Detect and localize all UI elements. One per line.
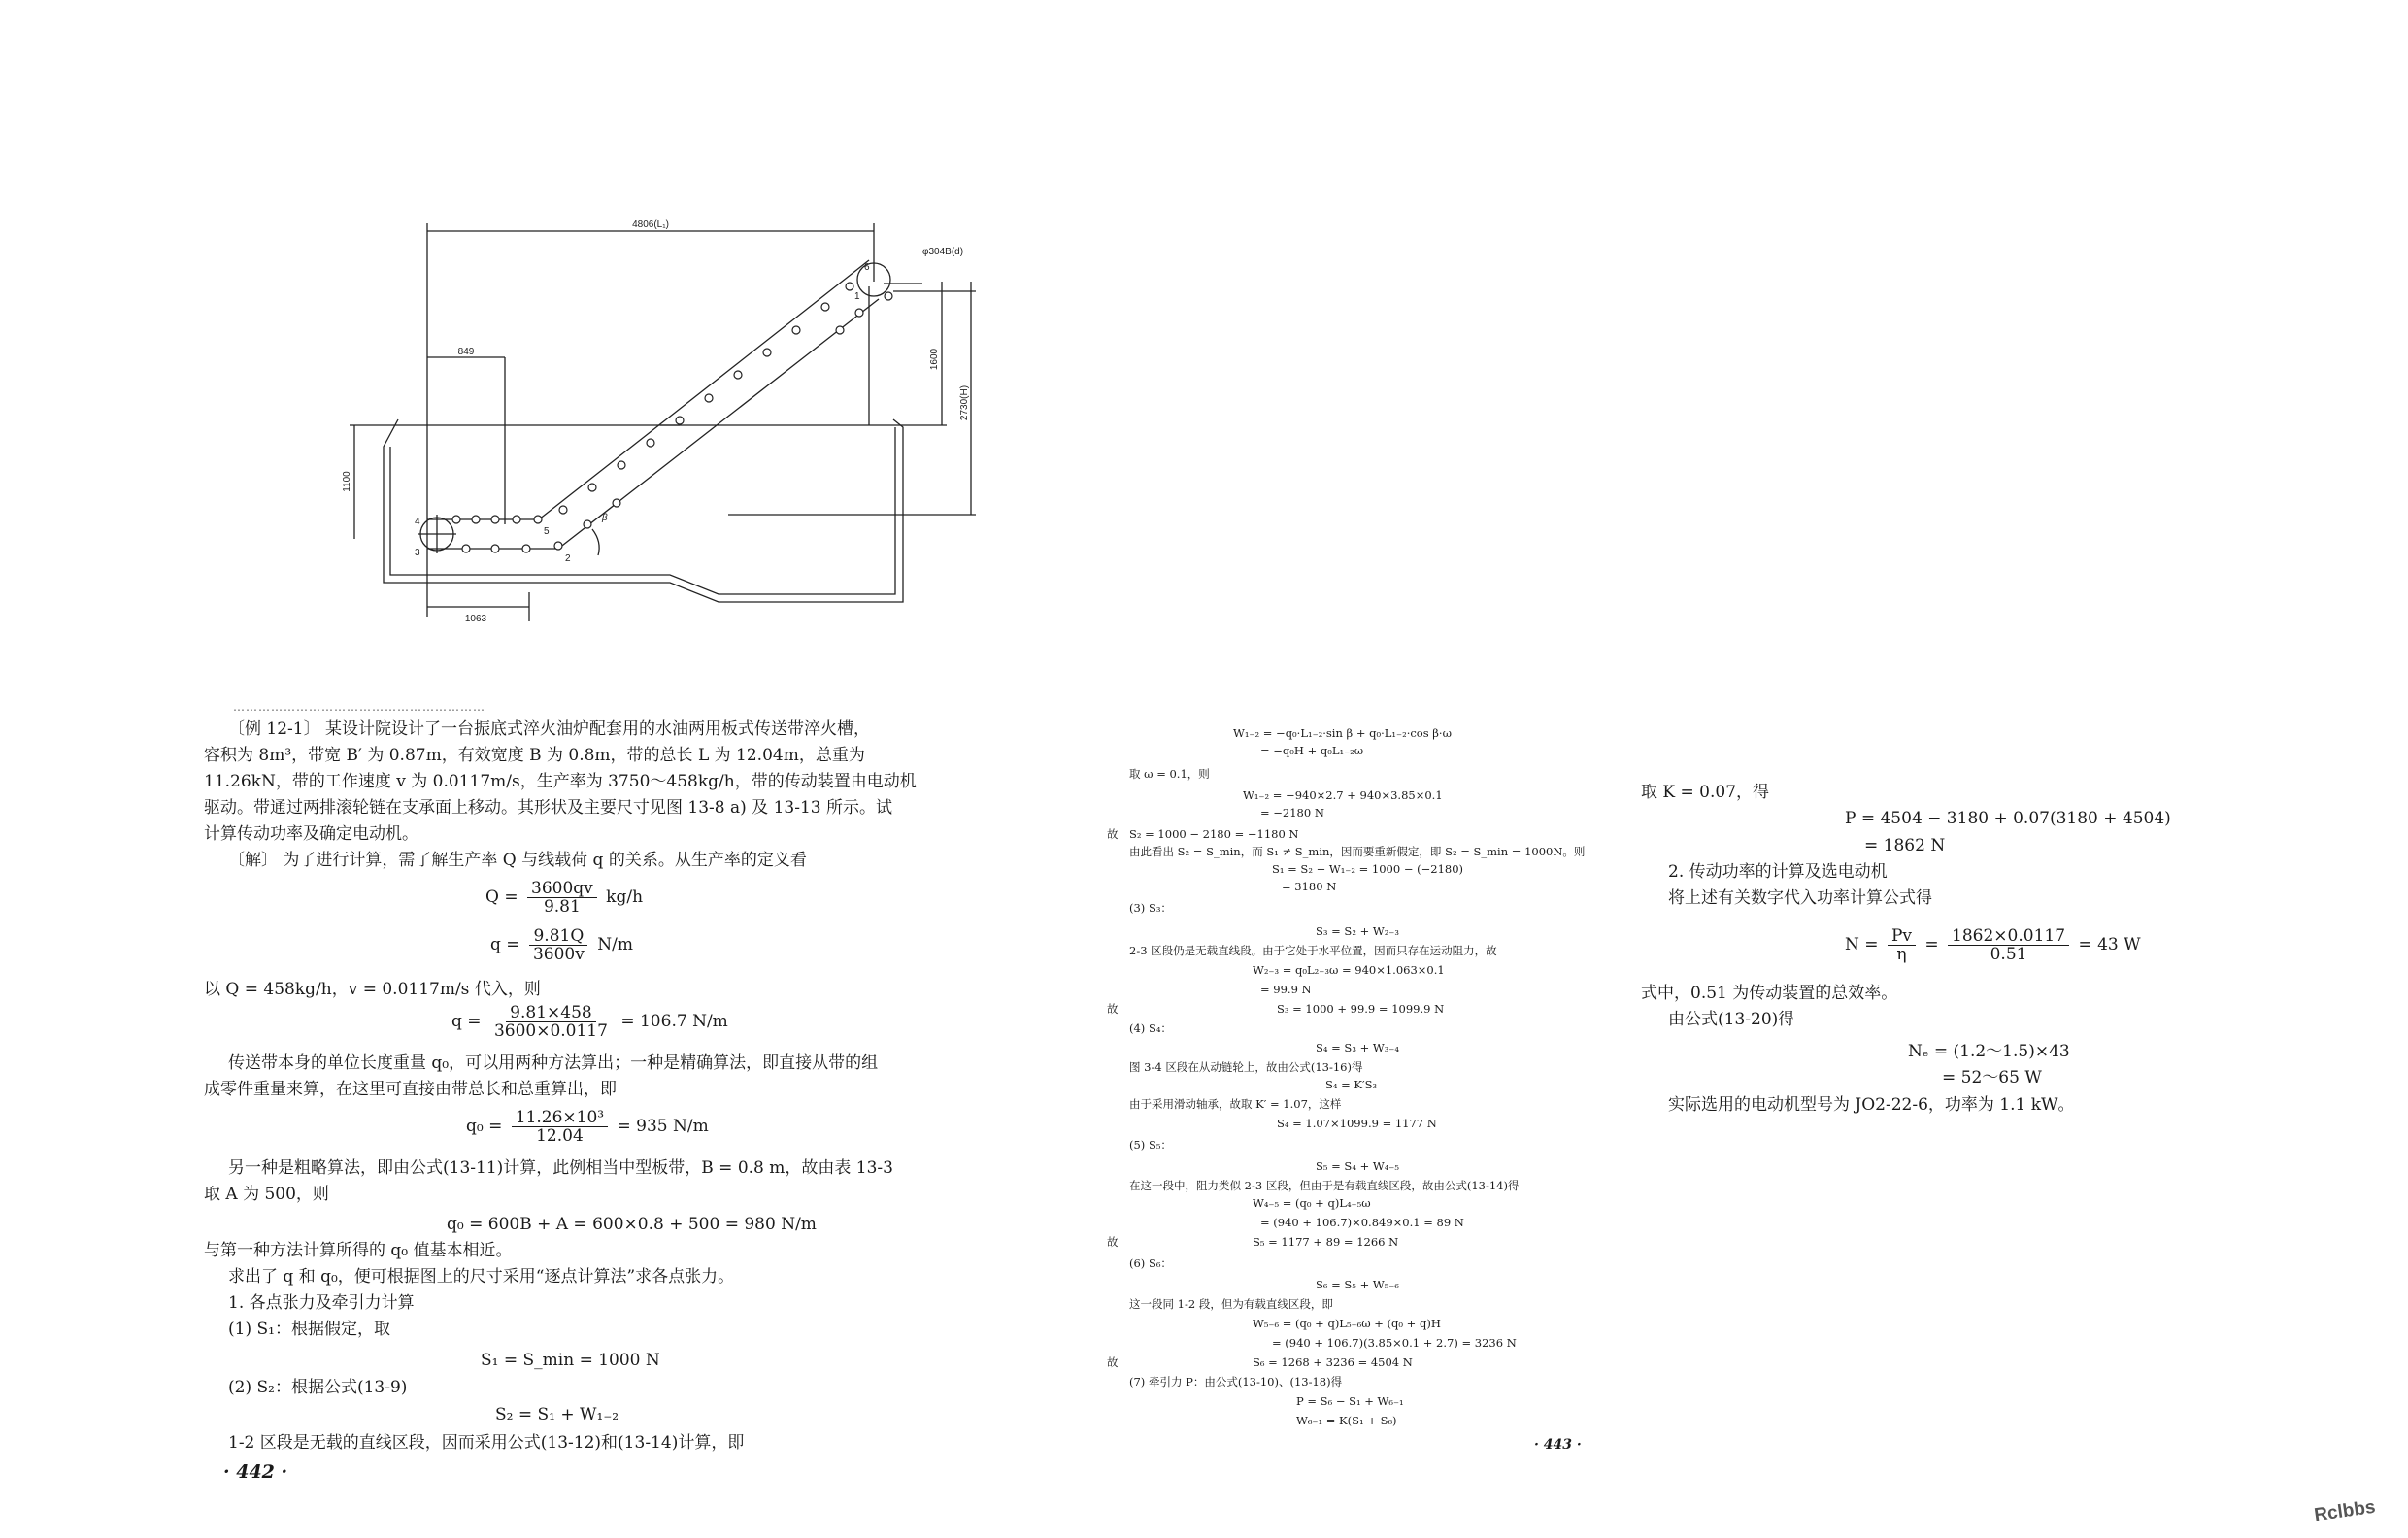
rough-method-line-1: 另一种是粗略算法，即由公式(13-11)计算，此例相当中型板带，B = 0.8 m，故由表 13-3 <box>228 1158 893 1178</box>
mid-line-12: 2-3 区段仍是无载直线段。由于它处于水平位置，因而只存在运动阻力，故 <box>1129 944 1497 957</box>
section-1-2-line: 1-2 区段是无载的直线区段，因而采用公式(13-12)和(13-14)计算，即 <box>228 1433 745 1453</box>
compare-line: 与第一种方法计算所得的 q₀ 值基本相近。 <box>204 1241 513 1260</box>
point-6-label: 6 <box>864 262 870 273</box>
equation-6: S₁ = S_min = 1000 N <box>481 1351 660 1370</box>
mid-line-9: = 3180 N <box>1282 880 1337 893</box>
mid-line-29: S₆ = S₅ + W₅₋₆ <box>1316 1278 1399 1291</box>
right-line-3: = 1862 N <box>1864 836 1946 855</box>
right-line-10: 实际选用的电动机型号为 JO2-22-6，功率为 1.1 kW。 <box>1668 1095 2075 1115</box>
page-number-443: · 443 · <box>1534 1437 1582 1453</box>
right-line-9: = 52～65 W <box>1942 1068 2042 1087</box>
right-line-7: 由公式(13-20)得 <box>1668 1010 1795 1029</box>
mid-line-36: W₆₋₁ = K(S₁ + S₆) <box>1296 1414 1397 1427</box>
equation-2: q = $\frac{9.81Q}{3600v}$ N/m <box>490 926 633 964</box>
dim-1063-label: 1063 <box>464 614 487 624</box>
mid-line-10: (3) S₃： <box>1129 901 1172 915</box>
cut-line: …………………………………………………… <box>233 700 485 714</box>
example-line-3: 11.26kN，带的工作速度 v 为 0.0117m/s，生产率为 3750～458kg/h，带的传动装置由电动机 <box>204 772 917 791</box>
mid-line-28: (6) S₆： <box>1129 1256 1172 1270</box>
mid-line-7: 由此看出 S₂ = S_min，而 S₁ ≠ S_min，因而要重新假定，即 S₂ = S_min = 1000N。则 <box>1129 845 1586 858</box>
mid-line-21: S₄ = 1.07×1099.9 = 1177 N <box>1277 1117 1437 1130</box>
mid-line-15: S₃ = 1000 + 99.9 = 1099.9 N <box>1277 1002 1445 1016</box>
mid-line-14: = 99.9 N <box>1260 983 1312 996</box>
section-1-heading: 1. 各点张力及牵引力计算 <box>228 1293 415 1313</box>
mid-gu-3: 故 <box>1107 1235 1119 1249</box>
mid-line-32: = (940 + 106.7)(3.85×0.1 + 2.7) = 3236 N <box>1272 1336 1517 1350</box>
conveyor-diagram <box>311 194 1010 641</box>
mid-line-1: W₁₋₂ = −q₀·L₁₋₂·sin β + q₀·L₁₋₂·cos β·ω <box>1233 726 1452 740</box>
mid-line-13: W₂₋₃ = q₀L₂₋₃ω = 940×1.063×0.1 <box>1253 963 1445 977</box>
example-line-2: 容积为 8m³，带宽 B′ 为 0.87m，有效宽度 B 为 0.8m，带的总长 L 为 12.04m，总重为 <box>204 746 865 765</box>
right-line-8: Nₑ = (1.2～1.5)×43 <box>1908 1042 2070 1061</box>
mid-line-2: = −q₀H + q₀L₁₋₂ω <box>1260 744 1364 757</box>
mid-line-3: 取 ω = 0.1，则 <box>1129 767 1210 781</box>
rough-method-line-2: 取 A 为 500，则 <box>204 1185 329 1204</box>
right-line-6: 式中，0.51 为传动装置的总效率。 <box>1641 984 1898 1003</box>
point-4-label: 4 <box>415 517 420 527</box>
example-line-5: 计算传动功率及确定电动机。 <box>204 824 418 844</box>
equation-5: q₀ = 600B + A = 600×0.8 + 500 = 980 N/m <box>447 1215 817 1234</box>
mid-line-35: P = S₆ − S₁ + W₆₋₁ <box>1296 1394 1404 1408</box>
power-equation: N = $\frac{Pv}{\eta}$ = $\frac{1862\times 0.0117}{0.51}$ = 43 W <box>1845 926 2141 964</box>
mid-line-6: S₂ = 1000 − 2180 = −1180 N <box>1129 827 1299 841</box>
dim-2730-label: 2730(H) <box>959 384 970 421</box>
mid-line-26: = (940 + 106.7)×0.849×0.1 = 89 N <box>1260 1216 1464 1229</box>
mid-line-23: S₅ = S₄ + W₄₋₅ <box>1316 1159 1399 1173</box>
mid-line-30: 这一段同 1-2 段，但为有载直线区段，即 <box>1129 1297 1333 1311</box>
mid-line-19: S₄ = K′S₃ <box>1325 1078 1378 1091</box>
point-method-line: 求出了 q 和 q₀，便可根据图上的尺寸采用“逐点计算法”求各点张力。 <box>228 1267 735 1287</box>
watermark-logo: Rclbbs <box>2313 1496 2377 1526</box>
mid-line-33: S₆ = 1268 + 3236 = 4504 N <box>1253 1355 1413 1369</box>
mid-line-4: W₁₋₂ = −940×2.7 + 940×3.85×0.1 <box>1243 788 1443 802</box>
page-number-442: · 442 · <box>223 1461 288 1483</box>
equation-7: S₂ = S₁ + W₁₋₂ <box>495 1405 619 1424</box>
mid-line-20: 由于采用滑动轴承，故取 K′ = 1.07，这样 <box>1129 1097 1342 1111</box>
s2-heading: (2) S₂：根据公式(13-9) <box>228 1378 408 1397</box>
dim-diameter-label: φ304B(d) <box>922 247 964 257</box>
mid-line-16: (4) S₄： <box>1129 1021 1172 1035</box>
point-5-label: 5 <box>544 526 550 537</box>
mid-line-18: 图 3-4 区段在从动链轮上，故由公式(13-16)得 <box>1129 1060 1363 1074</box>
right-line-5: 将上述有关数字代入功率计算公式得 <box>1668 888 1932 908</box>
dim-1100-label: 1100 <box>342 471 352 492</box>
mid-line-34: (7) 牵引力 P：由公式(13-10)、(13-18)得 <box>1129 1375 1343 1388</box>
dim-top-label: 4806(L₁) <box>632 219 669 230</box>
mid-line-17: S₄ = S₃ + W₃₋₄ <box>1316 1041 1399 1054</box>
conveyor-figure <box>311 194 1010 641</box>
dim-1600-label: 1600 <box>929 348 940 371</box>
solution-line: 〔解〕 为了进行计算，需了解生产率 Q 与线载荷 q 的关系。从生产率的定义看 <box>228 851 807 870</box>
dim-849-label: 849 <box>457 347 475 357</box>
mid-line-24: 在这一段中，阻力类似 2-3 区段，但由于是有载直线区段，故由公式(13-14)得 <box>1129 1179 1520 1192</box>
point-2-label: 2 <box>565 553 571 564</box>
mid-line-8: S₁ = S₂ − W₁₋₂ = 1000 − (−2180) <box>1272 862 1464 876</box>
point-1-label: 1 <box>854 291 860 302</box>
s1-heading: (1) S₁：根据假定，取 <box>228 1320 390 1339</box>
belt-weight-line-1: 传送带本身的单位长度重量 q₀，可以用两种方法算出；一种是精确算法，即直接从带的组 <box>228 1053 879 1073</box>
equation-3: q = $\frac{9.81\times 458}{3600\times 0.0117}$ = 106.7 N/m <box>452 1003 728 1041</box>
mid-line-5: = −2180 N <box>1260 806 1324 819</box>
belt-weight-line-2: 成零件重量来算，在这里可直接由带总长和总重算出，即 <box>204 1080 617 1099</box>
right-line-4: 2. 传动功率的计算及选电动机 <box>1668 862 1888 882</box>
mid-gu-4: 故 <box>1107 1355 1119 1369</box>
mid-line-31: W₅₋₆ = (q₀ + q)L₅₋₆ω + (q₀ + q)H <box>1253 1317 1441 1330</box>
equation-4: q₀ = $\frac{\text{11.26×10³}}{12.04}$ = 935 N/m <box>466 1108 709 1146</box>
right-line-2: P = 4504 − 3180 + 0.07(3180 + 4504) <box>1845 809 2171 828</box>
mid-gu-1: 故 <box>1107 827 1119 841</box>
mid-line-11: S₃ = S₂ + W₂₋₃ <box>1316 924 1399 938</box>
mid-gu-2: 故 <box>1107 1002 1119 1016</box>
example-line-4: 驱动。带通过两排滚轮链在支承面上移动。其形状及主要尺寸见图 13-8 a) 及 13-13 所示。试 <box>204 798 892 818</box>
example-line-1: 〔例 12-1〕 某设计院设计了一台振底式淬火油炉配套用的水油两用板式传送带淬火槽， <box>228 719 870 739</box>
mid-line-27: S₅ = 1177 + 89 = 1266 N <box>1253 1235 1399 1249</box>
point-3-label: 3 <box>415 548 420 558</box>
equation-1: Q = $\frac{3600qv}{9.81}$ kg/h <box>485 879 644 917</box>
beta-label: β <box>602 513 608 523</box>
mid-line-22: (5) S₅： <box>1129 1138 1172 1152</box>
right-line-1: 取 K = 0.07，得 <box>1641 783 1770 802</box>
substitution-line: 以 Q = 458kg/h，v = 0.0117m/s 代入，则 <box>204 980 541 999</box>
mid-line-25: W₄₋₅ = (q₀ + q)L₄₋₅ω <box>1253 1196 1371 1210</box>
